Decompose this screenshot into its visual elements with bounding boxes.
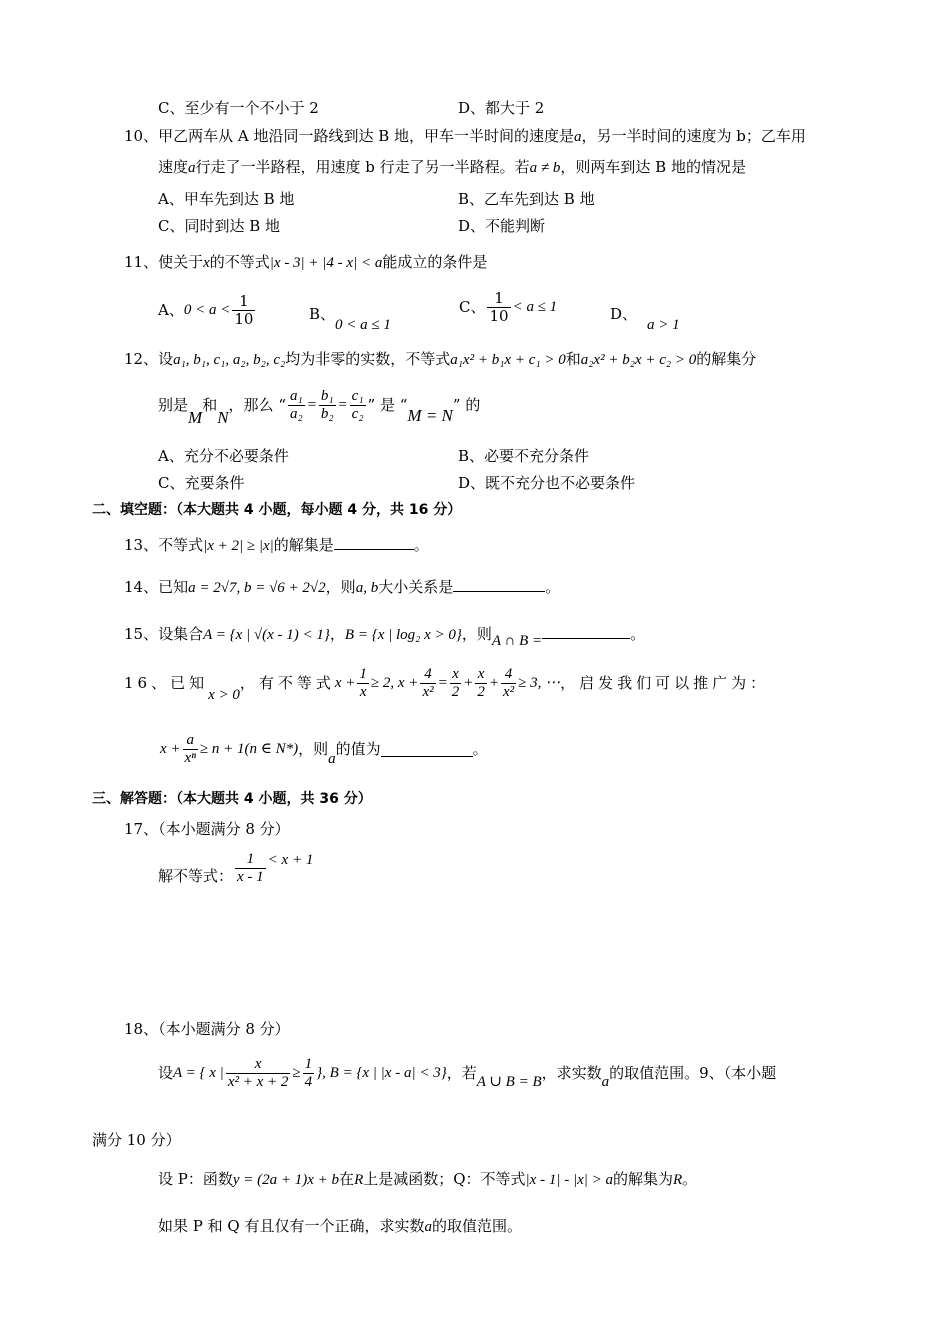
q16-expr: ≥ n + 1(n ∈ N*) — [199, 741, 299, 757]
fraction-denominator: a₂ — [289, 406, 303, 422]
q10-var: a — [188, 160, 196, 176]
q15-set-b: B = {x | log₂ x > 0} — [344, 627, 462, 643]
q10-text: 行走了一半路程，用速度 b 行走了另一半路程。若 — [195, 158, 530, 176]
q12-fraction-a — [288, 388, 305, 423]
q16-var: a — [328, 751, 336, 767]
q16-expr: ≥ 2, x + — [370, 675, 419, 691]
q14-text: 。 — [545, 578, 561, 596]
q11-text: 11、使关于 — [124, 253, 204, 271]
q18-problem — [158, 1056, 776, 1091]
q15-text: ， — [329, 625, 345, 643]
q13-answer-blank[interactable] — [334, 535, 414, 550]
q19-var: a — [424, 1219, 432, 1235]
q10-text: ，则两车到达 B 地的情况是 — [560, 158, 746, 176]
q14-expression: a = 2√7, b = √6 + 2√2 — [188, 580, 326, 596]
fraction-numerator: x — [475, 666, 487, 684]
q18-expr: ≥ — [292, 1065, 301, 1081]
q12-text: 和 — [565, 350, 581, 368]
q16-text: ，启发我们可以推广为： — [560, 674, 770, 692]
q18-set-a: A = { x | — [173, 1065, 224, 1081]
q19-text: 的取值范围。 — [431, 1217, 522, 1235]
q12-option-d: D、既不充分也不必要条件 — [458, 474, 636, 492]
q14-vars: a, b — [355, 580, 379, 596]
q17-problem — [158, 851, 313, 886]
q10-text: 10、甲乙两车从 A 地沿同一路线到达 B 地，甲车一半时间的速度是 — [124, 127, 575, 145]
q12-text: 别是 — [158, 396, 189, 414]
q11-option-d — [610, 304, 680, 333]
q11-option-label: C、 — [459, 298, 486, 316]
q15 — [124, 624, 646, 649]
q10-stem-line2 — [158, 157, 746, 178]
fraction-numerator: 1 — [487, 290, 510, 308]
fraction-numerator: 1 — [359, 666, 367, 682]
fraction-denominator: b₂ — [320, 406, 334, 422]
q16-text: ，则 — [298, 740, 329, 758]
q15-text: ，则 — [461, 625, 492, 643]
q10-option-a: A、甲车先到达 B 地 — [158, 190, 295, 208]
fraction-denominator: x² — [422, 684, 434, 700]
q11-var: x — [203, 255, 210, 271]
q14 — [124, 577, 560, 598]
q16-expr: ≥ 3, ⋯ — [518, 675, 561, 691]
q13-text: 。 — [413, 536, 429, 554]
section-fill-in-heading: 二、填空题：（本大题共 4 小题，每小题 4 分，共 16 分） — [92, 502, 462, 518]
fraction-numerator: a — [183, 732, 198, 750]
q18-text: 的取值范围。9、（本小题 — [609, 1064, 777, 1082]
q11-text: 的不等式 — [209, 253, 270, 271]
q16-text: ，有不等式 — [239, 674, 335, 692]
fraction-numerator: c₁ — [351, 388, 364, 404]
q19-title: 满分 10 分） — [92, 1131, 181, 1149]
q19-text: 。 — [682, 1170, 698, 1188]
q18-set-b: }, B = {x | |x - a| < 3} — [316, 1065, 447, 1081]
q19-var: R — [354, 1172, 364, 1188]
q12-set-n: N — [217, 408, 229, 427]
q11-text: 能成立的条件是 — [382, 253, 488, 271]
equals-sign: = — [337, 397, 348, 413]
q11-option-b — [309, 304, 391, 333]
q17-text: 解不等式： — [158, 867, 234, 885]
q19-problem-line1 — [158, 1169, 697, 1190]
q12-text: ” 的 — [452, 396, 481, 414]
q9-option-c: C、至少有一个不小于 2 — [158, 99, 319, 117]
q12-text: ” 是 “ — [367, 396, 408, 414]
q18-fraction — [226, 1056, 291, 1091]
q12-inequality-2: a₂x² + b₂x + c₂ > 0 — [580, 352, 697, 368]
q14-text: 14、已知 — [124, 578, 189, 596]
q11-expr: 0 < a < — [183, 302, 231, 318]
fraction-denominator: xⁿ — [184, 750, 196, 766]
q13 — [124, 535, 429, 556]
q11-inequality: |x - 3| + |4 - x| < a — [269, 255, 383, 271]
fraction-numerator: 1 — [235, 851, 266, 869]
q15-set-a: A = {x | √(x - 1) < 1} — [203, 627, 330, 643]
q11-stem — [124, 252, 487, 273]
q11-expr: < a ≤ 1 — [512, 299, 558, 315]
q18-title: 18、（本小题满分 8 分） — [124, 1020, 290, 1038]
q10-text: 速度 — [158, 158, 189, 176]
q16-expr: x + — [334, 675, 356, 691]
fraction-numerator: 1 — [304, 1056, 313, 1072]
q17-fraction — [235, 851, 266, 886]
fraction-denominator: 2 — [451, 684, 460, 700]
q19-var: R — [672, 1172, 683, 1188]
fraction-denominator: 10 — [234, 310, 254, 328]
q12-vars: a₁, b₁, c₁, a₂, b₂, c₂ — [173, 352, 286, 368]
q16-text: 的值为 — [335, 740, 381, 758]
q12-option-c: C、充要条件 — [158, 474, 245, 492]
q18-text: ，若 — [446, 1064, 477, 1082]
plus-sign: + — [463, 675, 474, 691]
q15-answer-blank[interactable] — [542, 624, 630, 639]
q14-answer-blank[interactable] — [453, 577, 545, 592]
q11-fraction — [232, 293, 255, 328]
q12-stem-line2 — [158, 388, 481, 427]
q19-inequality: |x - 1| - |x| > a — [525, 1172, 613, 1188]
q12-stem-line1 — [124, 349, 756, 370]
fraction-numerator: a₁ — [289, 388, 303, 404]
q18-var: a — [601, 1074, 610, 1090]
q19-text: 的解集为 — [612, 1170, 673, 1188]
q12-text: 和 — [202, 396, 218, 414]
q10-option-b: B、乙车先到达 B 地 — [458, 190, 595, 208]
fraction-denominator: 4 — [304, 1074, 313, 1090]
q12-fraction-c — [350, 388, 366, 423]
q11-option-c — [459, 290, 557, 325]
q16-text: 。 — [472, 740, 488, 758]
fraction-numerator: x — [450, 666, 462, 684]
q15-text: 15、设集合 — [124, 625, 204, 643]
fraction-numerator: 4 — [501, 666, 516, 684]
q11-fraction — [487, 290, 510, 325]
q19-text: 在 — [339, 1170, 355, 1188]
q12-text: ，那么 “ — [228, 396, 286, 414]
q16-condition: x > 0 — [208, 687, 240, 703]
q16-fraction — [357, 666, 369, 701]
q12-option-b: B、必要不充分条件 — [458, 447, 590, 465]
q19-text: 上是减函数；Q：不等式 — [363, 1170, 526, 1188]
q13-text: 的解集是 — [273, 536, 334, 554]
q13-inequality: |x + 2| ≥ |x| — [203, 538, 274, 554]
q19-text: 如果 P 和 Q 有且仅有一个正确，求实数 — [158, 1217, 425, 1235]
q10-option-c: C、同时到达 B 地 — [158, 217, 281, 235]
q10-option-d: D、不能判断 — [458, 217, 546, 235]
fraction-denominator: 10 — [489, 307, 509, 325]
q16-expr: x + — [160, 741, 181, 757]
q19-text: 设 P：函数 — [158, 1170, 233, 1188]
q18-text: 设 — [158, 1064, 174, 1082]
q9-option-d: D、都大于 2 — [458, 99, 545, 117]
q11-expr: a > 1 — [647, 317, 680, 333]
q11-option-label: D、 — [610, 305, 638, 323]
q11-option-label: B、 — [309, 305, 336, 323]
q16-expr: = — [437, 675, 448, 691]
q15-expression: A ∩ B = — [491, 633, 543, 649]
fraction-denominator: x — [359, 684, 367, 700]
q16-fraction — [501, 666, 516, 701]
q11-option-a — [158, 293, 257, 328]
q13-text: 13、不等式 — [124, 536, 204, 554]
q12-text: 均为非零的实数，不等式 — [285, 350, 451, 368]
q11-expr: 0 < a ≤ 1 — [335, 317, 391, 333]
fraction-denominator: c₂ — [351, 406, 364, 422]
q12-fraction-b — [319, 388, 336, 423]
section-answer-heading: 三、解答题：（本大题共 4 小题，共 36 分） — [92, 791, 372, 807]
q18-condition: A ∪ B = B — [476, 1074, 542, 1090]
equals-sign: = — [306, 397, 317, 413]
q17-title: 17、（本小题满分 8 分） — [124, 820, 290, 838]
q10-stem-line1 — [124, 126, 806, 147]
q16-answer-blank[interactable] — [381, 742, 473, 757]
q10-var: a — [574, 129, 582, 145]
fraction-denominator: x² — [502, 684, 515, 700]
q12-text: 的解集分 — [696, 350, 757, 368]
q10-text: ，另一半时间的速度为 b；乙车用 — [581, 127, 806, 145]
fraction-numerator: 1 — [232, 293, 255, 311]
q15-text: 。 — [630, 625, 646, 643]
q16-fraction — [475, 666, 487, 701]
q18-fraction — [303, 1056, 315, 1091]
q16-line1 — [124, 666, 769, 701]
plus-sign: + — [488, 675, 499, 691]
q16-fraction — [420, 666, 435, 701]
q11-option-label: A、 — [158, 301, 184, 319]
q19-function: y = (2a + 1)x + b — [232, 1172, 340, 1188]
fraction-numerator: x — [226, 1056, 291, 1074]
q19-problem-line2 — [158, 1216, 522, 1237]
q18-text: ，求实数 — [541, 1064, 602, 1082]
q14-text: 大小关系是 — [378, 578, 454, 596]
fraction-numerator: 4 — [420, 666, 435, 684]
q12-set-m: M — [188, 408, 203, 427]
fraction-numerator: b₁ — [320, 388, 334, 404]
q16-text: 16、已知 — [124, 674, 209, 692]
fraction-denominator: x² + x + 2 — [227, 1074, 289, 1090]
q12-text: 12、设 — [124, 350, 174, 368]
q16-fraction — [183, 732, 198, 767]
q16-line2 — [160, 732, 488, 767]
q16-fraction — [450, 666, 462, 701]
q17-expr: < x + 1 — [267, 852, 314, 868]
q12-option-a: A、充分不必要条件 — [158, 447, 289, 465]
q14-text: ，则 — [325, 578, 356, 596]
q12-condition: M = N — [407, 406, 453, 425]
q12-inequality-1: a₁x² + b₁x + c₁ > 0 — [450, 352, 566, 368]
fraction-denominator: x - 1 — [237, 869, 264, 885]
q10-condition: a ≠ b — [529, 160, 561, 176]
fraction-denominator: 2 — [477, 684, 485, 700]
